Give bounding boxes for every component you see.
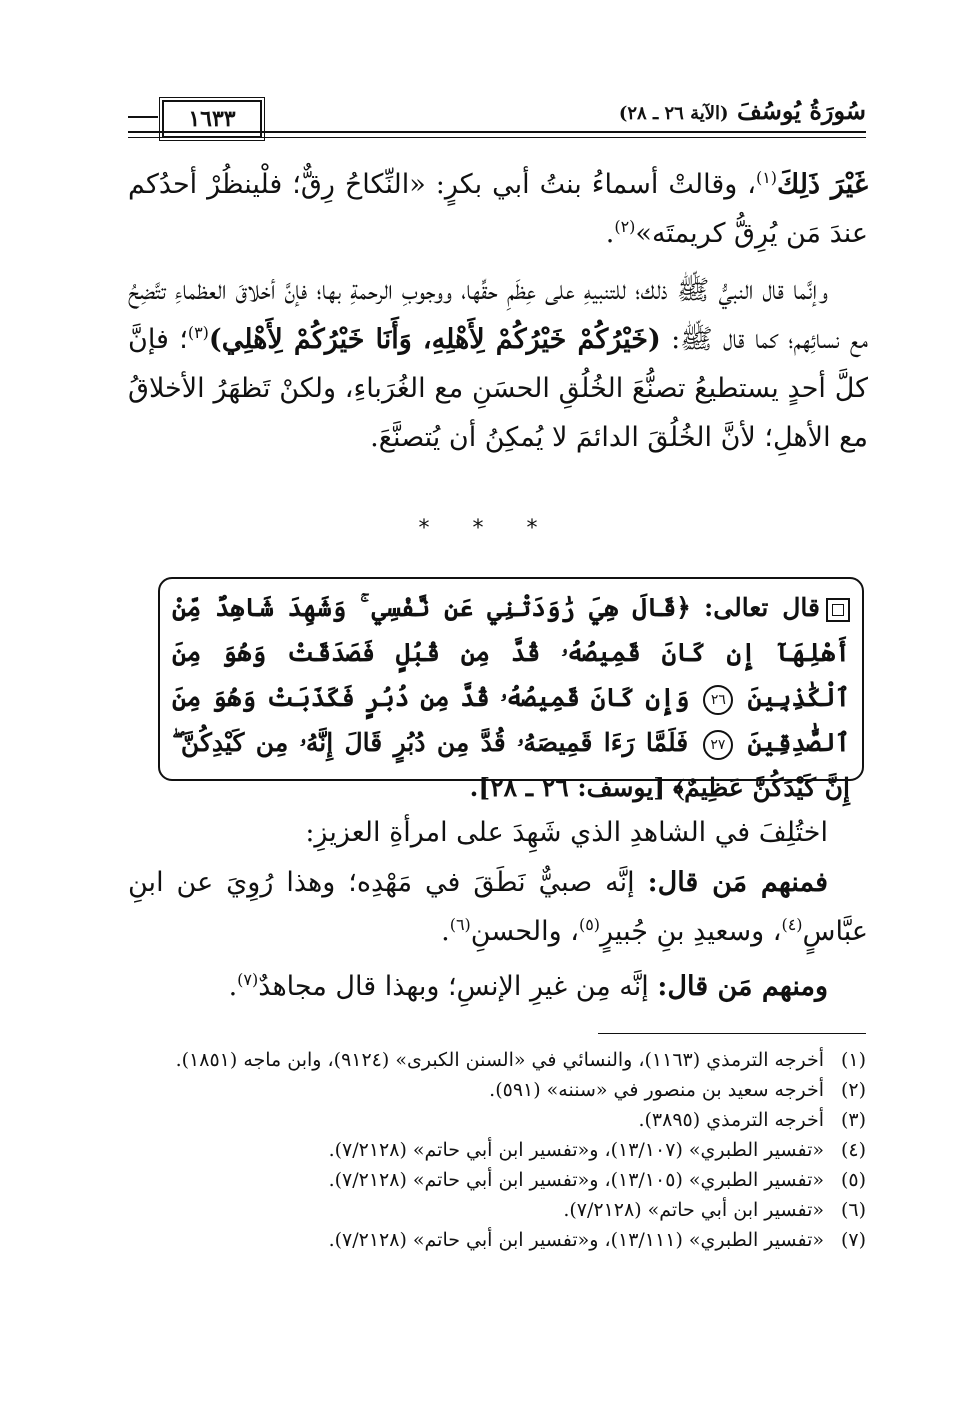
paragraph-text: ؛ فإنَّ كلَّ أحدٍ يستطيعُ تصنُّعَ الخُلُقِ الحسَنِ مع الغُرَباءِ، ولكنْ تَظهَرُ الأخلاقُ مع الأهلِ؛ لأنَّ الخُلُقَ الدائمَ لا يُمكِنُ أن يُتصنَّعَ.: [128, 324, 868, 453]
period: .: [228, 971, 238, 1002]
header-rule: [128, 131, 866, 138]
footnote: [106, 1165, 866, 1195]
paragraph-text: اختُلِفَ في الشاهدِ الذي شَهِدَ على امرأةِ العزيزِ:: [305, 817, 828, 848]
footnote: [106, 1075, 866, 1105]
header-tick: [128, 116, 158, 118]
paragraph-3: [128, 808, 868, 857]
period: .: [441, 916, 450, 947]
paragraph-text: ، وقالتْ أسماءُ بنتُ أبي بكرٍ: «النِّكاحُ رِقٌّ؛ فلْينظُرْ أحدُكم عندَ مَن يُرِقُّ كريمتَه»: [128, 169, 868, 249]
footnote-number: (٢): [840, 1079, 866, 1101]
footnote-ref[interactable]: (٢): [614, 217, 636, 236]
bold-phrase: ومنهم مَن قال:: [657, 971, 828, 1002]
footnotes: [106, 1045, 866, 1255]
verse-intro: قال تعالى:: [704, 593, 820, 622]
paragraph-1: [128, 160, 868, 258]
footnote-number: (٦): [840, 1199, 866, 1221]
footnote-ref[interactable]: (٥): [578, 915, 601, 934]
paragraph-text: ، وسعيدِ بنِ جُبيرٍ: [600, 916, 782, 947]
footnote-number: (٥): [840, 1169, 866, 1191]
footnote-number: (٧): [840, 1229, 866, 1251]
ayah-number-marker: ٢٧: [703, 730, 733, 760]
footnote: [106, 1195, 866, 1225]
bold-phrase: فمنهم مَن قال:: [647, 867, 828, 898]
footnote-ref[interactable]: (٣): [187, 323, 209, 342]
footnote-number: (٤): [840, 1139, 866, 1161]
footnote-text: «تفسير ابن أبي حاتم» (٧/٢١٢٨).: [563, 1199, 824, 1221]
footnote-number: (٣): [840, 1109, 866, 1131]
footnote-number: (١): [840, 1049, 866, 1071]
verse-text: ﴿قَالَ هِيَ رَٰوَدَتْنِي عَن نَّفْسِي ۚ وَشَهِدَ شَاهِدٌ مِّنْ أَهْلِهَآ إِن كَانَ قَمِيصُهُۥ قُدَّ مِن قُبُلٍ فَصَدَقَتْ وَهُوَ مِنَ ٱلْكَٰذِبِينَ: [172, 593, 851, 712]
bold-phrase: غَيْرَ ذَلِكَ: [777, 169, 868, 200]
footnote-separator: [598, 1033, 866, 1034]
paragraph-4: [128, 858, 868, 956]
footnote: [106, 1105, 866, 1135]
hadith-quote: (خَيْرُكُمْ خَيْرُكُمْ لِأَهْلِهِ، وَأَنَا خَيْرُكُمْ لِأَهْلِي): [208, 324, 661, 355]
footnote: [106, 1225, 866, 1255]
paragraph-5: [128, 962, 868, 1011]
period: .: [605, 218, 615, 249]
footnote-text: «تفسير الطبري» (١٣/١١١)، و«تفسير ابن أبي حاتم» (٧/٢١٢٨).: [328, 1229, 824, 1251]
verse-reference: [يوسف: ٢٦ ـ ٢٨].: [469, 773, 666, 802]
footnote-text: أخرجه الترمذي (٣٨٩٥).: [638, 1109, 824, 1131]
paragraph-text: وإنَّما قال النبيُّ ﷺ ذلك؛ للتنبيهِ على عِظَمِ حقِّها، ووجوبِ الرحمةِ بها؛ فإنَّ أخلاقَ العظماءِ تتَّضِحُ مع نسائِهم؛ كما قال ﷺ:: [128, 275, 868, 355]
footnote-ref[interactable]: (١): [755, 168, 778, 187]
footnote-ref[interactable]: (٦): [449, 915, 471, 934]
footnote: [106, 1135, 866, 1165]
paragraph-text: إنَّه مِن غيرِ الإنسِ؛ وبهذا قال مجاهدٌ: [258, 971, 658, 1002]
paragraph-text: إنَّه صبيٌّ نَطَقَ في مَهْدِه؛ وهذا رُوِيَ عن ابنِ عبَّاسٍ: [128, 867, 868, 947]
paragraph-2: [128, 266, 868, 462]
verse-text: فَلَمَّا رَءَا قَمِيصَهُۥ قُدَّ مِن دُبُرٍ قَالَ إِنَّهُۥ مِن كَيْدِكُنَّ ۖ إِنَّ كَيْدَكُنَّ عَظِيمٌ﴾: [172, 728, 850, 802]
surah-name: سُورَةُ يُوسُفَ: [736, 96, 866, 125]
running-title: [619, 96, 866, 125]
footnote-text: أخرجه الترمذي (١١٦٣)، والنسائي في «السنن الكبرى» (٩١٢٤)، وابن ماجه (١٨٥١).: [175, 1049, 824, 1071]
ayah-number-marker: ٢٦: [703, 685, 733, 715]
footnote-text: «تفسير الطبري» (١٣/١٠٧)، و«تفسير ابن أبي حاتم» (٧/٢١٢٨).: [328, 1139, 824, 1161]
footnote-ref[interactable]: (٧): [237, 970, 259, 989]
page-number: ١٦٣٣: [188, 106, 236, 132]
section-divider: * * *: [418, 516, 556, 541]
page-header: [128, 92, 866, 138]
quran-verse-box: [158, 577, 864, 802]
ayah-range: (الآية ٢٦ ـ ٢٨): [618, 103, 729, 124]
footnote-text: «تفسير الطبري» (١٣/١٠٥)، و«تفسير ابن أبي حاتم» (٧/٢١٢٨).: [328, 1169, 824, 1191]
footnote: [106, 1045, 866, 1075]
ornament-icon: [826, 598, 850, 622]
paragraph-text: ، والحسنِ: [470, 916, 579, 947]
footnote-text: أخرجه سعيد بن منصور في «سننه» (٥٩١).: [489, 1079, 824, 1101]
verse-text: وَإِن كَانَ قَمِيصُهُۥ قُدَّ مِن دُبُرٍ فَكَذَبَتْ وَهُوَ مِنَ ٱلصَّٰدِقِينَ: [172, 683, 851, 757]
footnote-ref[interactable]: (٤): [781, 915, 803, 934]
